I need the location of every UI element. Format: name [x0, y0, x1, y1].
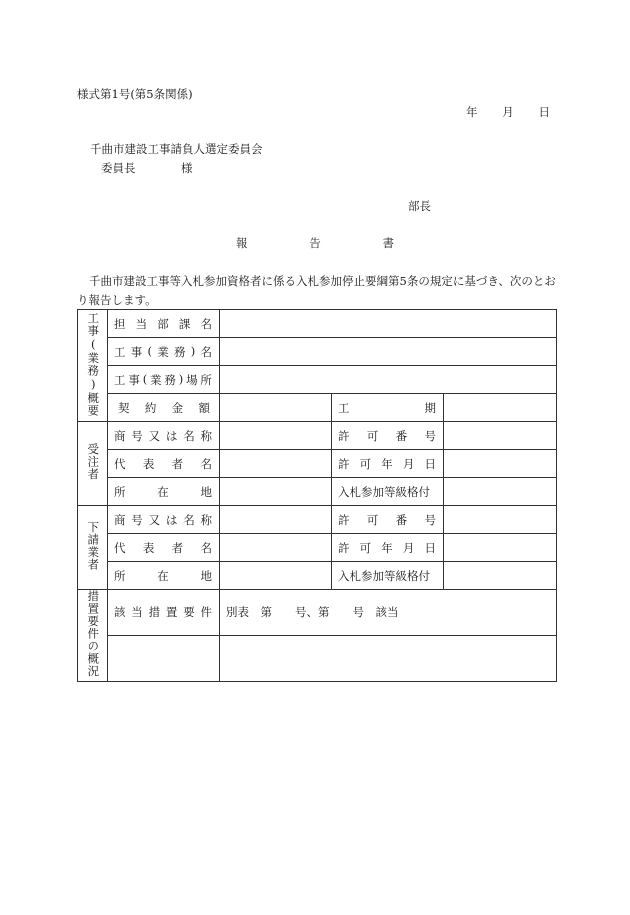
label-license-number: [332, 422, 444, 450]
label-char: 年: [381, 456, 393, 471]
body-text: 千曲市建設工事等入札参加資格者に係る入札参加停止要綱第5条の規定に基づき、次のとおり報告します。: [77, 274, 556, 307]
label-contract-amount: [108, 394, 220, 422]
label-char: (: [147, 343, 152, 358]
label-license-date: [332, 450, 444, 478]
label-char: (: [142, 371, 148, 386]
label-char: 可: [366, 512, 379, 527]
label-char: 又: [148, 428, 161, 443]
addressee-honorific: 様: [181, 161, 193, 175]
addressee-chair: 委員長: [101, 161, 136, 175]
label-char: 名: [200, 540, 212, 555]
label-char: 業: [150, 372, 162, 387]
label-char: 課: [178, 316, 191, 331]
group-subcontractor: [78, 506, 108, 590]
label-char: 名: [200, 344, 212, 359]
label-char: 番: [395, 512, 408, 527]
label-char: 可: [359, 540, 372, 555]
label-char: 所: [114, 568, 126, 583]
label-char: 工: [114, 372, 126, 387]
label-char: ): [178, 371, 184, 386]
value-prime-license-date[interactable]: [444, 450, 557, 478]
label-char: 表: [142, 540, 155, 555]
label-char: 該: [114, 605, 126, 620]
label-char: 称: [200, 512, 212, 527]
label-char: 地: [200, 484, 212, 499]
date-year: 年: [466, 105, 478, 119]
label-license-date: [332, 534, 444, 562]
label-char: 要: [183, 605, 195, 620]
label-char: 代: [114, 540, 126, 555]
label-char: 工: [114, 344, 126, 359]
title-char-3: 書: [382, 236, 394, 250]
label-char: 日: [424, 540, 436, 555]
label-representative: [108, 534, 220, 562]
label-char: 部: [157, 316, 169, 331]
value-measure-left[interactable]: [108, 635, 220, 681]
label-char: 商: [114, 428, 126, 443]
label-char: 当: [131, 605, 143, 620]
label-char: 所: [114, 484, 126, 499]
group-label: 措置要件の概況: [86, 590, 101, 678]
label-char: 許: [338, 428, 350, 443]
label-char: は: [165, 512, 178, 527]
label-char: 措: [148, 605, 161, 620]
label-work-name: [108, 338, 220, 366]
group-label: 下請業者: [86, 521, 101, 571]
label-char: 金: [171, 400, 184, 415]
group-prime-contractor: [78, 422, 108, 506]
table-row: [78, 338, 557, 366]
value-sub-trade-name[interactable]: [220, 506, 332, 534]
label-char: 年: [381, 540, 393, 555]
label-char: 可: [366, 428, 379, 443]
label-char: 許: [338, 540, 350, 555]
label-char: ): [190, 343, 196, 358]
label-char: 番: [395, 428, 408, 443]
label-work-place: [108, 366, 220, 394]
label-char: 代: [114, 456, 126, 471]
value-sub-license-number[interactable]: [444, 506, 557, 534]
table-row: [78, 366, 557, 394]
report-table: [77, 309, 557, 682]
label-char: 場: [186, 372, 198, 387]
table-row: [78, 450, 557, 478]
label-applicable-measure: [108, 590, 220, 636]
label-char: 号: [131, 512, 143, 527]
value-prime-bid-grade[interactable]: [444, 478, 557, 506]
label-char: 在: [157, 484, 169, 499]
group-label: 工事(業務)概要: [86, 311, 101, 417]
label-char: 表: [142, 456, 155, 471]
date-month: 月: [502, 105, 514, 119]
label-char: 置: [165, 605, 178, 620]
value-sub-address[interactable]: [220, 562, 332, 590]
title-char-1: 報: [236, 236, 248, 250]
value-prime-representative[interactable]: [220, 450, 332, 478]
value-sub-license-date[interactable]: [444, 534, 557, 562]
label-representative: [108, 450, 220, 478]
value-dept-name[interactable]: [220, 310, 557, 338]
label-bid-grade: 入札参加等級格付: [332, 562, 444, 590]
table-row: [78, 478, 557, 506]
value-prime-trade-name[interactable]: [220, 422, 332, 450]
label-dept-name: [108, 310, 220, 338]
label-work-period: [332, 394, 444, 422]
label-char: 称: [200, 428, 212, 443]
label-char: 担: [114, 316, 126, 331]
label-char: 許: [338, 456, 350, 471]
table-row: [78, 310, 557, 338]
label-char: 地: [200, 568, 212, 583]
label-char: 務: [164, 372, 176, 387]
value-work-name[interactable]: [220, 338, 557, 366]
label-char: 工: [338, 400, 350, 415]
group-measure-summary: [78, 590, 108, 682]
document-title: [236, 235, 394, 251]
label-char: 商: [114, 512, 126, 527]
table-row: [78, 635, 557, 681]
label-char: 業: [157, 344, 169, 359]
label-char: 者: [171, 456, 184, 471]
body-paragraph: [77, 272, 557, 310]
date-line: [466, 104, 550, 120]
label-char: 約: [144, 400, 157, 415]
label-char: 契: [118, 400, 130, 415]
label-char: 名: [183, 512, 195, 527]
value-contract-amount[interactable]: [220, 394, 332, 422]
label-char: は: [165, 428, 178, 443]
label-char: 名: [183, 428, 195, 443]
value-prime-license-number[interactable]: [444, 422, 557, 450]
addressee-committee: 千曲市建設工事請負人選定委員会: [90, 142, 263, 156]
sender-title: 部長: [408, 199, 431, 213]
label-char: 可: [359, 456, 372, 471]
label-license-number: [332, 506, 444, 534]
label-char: 号: [424, 512, 436, 527]
label-char: 件: [200, 605, 212, 620]
label-char: 月: [402, 456, 415, 471]
label-char: 所: [200, 372, 212, 387]
label-char: 者: [171, 540, 184, 555]
value-applicable-measure[interactable]: 別表 第 号、第 号 該当: [220, 590, 557, 636]
label-char: 務: [174, 344, 186, 359]
label-char: 額: [198, 400, 210, 415]
label-char: 事: [130, 344, 143, 359]
label-char: 号: [424, 428, 436, 443]
label-char: 日: [424, 456, 436, 471]
value-work-period[interactable]: [444, 394, 557, 422]
group-label: 受注者: [86, 443, 101, 481]
table-row: [78, 422, 557, 450]
value-sub-representative[interactable]: [220, 534, 332, 562]
value-prime-address[interactable]: [220, 478, 332, 506]
label-bid-grade: 入札参加等級格付: [332, 478, 444, 506]
label-char: 事: [128, 372, 140, 387]
table-row: [78, 506, 557, 534]
title-char-2: 告: [309, 236, 321, 250]
label-char: 期: [424, 400, 436, 415]
value-measure-detail[interactable]: [220, 635, 557, 681]
label-trade-name: [108, 422, 220, 450]
label-char: 在: [157, 568, 169, 583]
label-char: 月: [402, 540, 415, 555]
table-row: [78, 562, 557, 590]
value-work-place[interactable]: [220, 366, 557, 394]
date-day: 日: [538, 105, 550, 119]
label-char: 又: [148, 512, 161, 527]
label-char: 当: [135, 316, 148, 331]
table-row: [78, 534, 557, 562]
label-address: [108, 562, 220, 590]
table-row: [78, 394, 557, 422]
value-sub-bid-grade[interactable]: [444, 562, 557, 590]
label-char: 名: [200, 316, 212, 331]
label-address: [108, 478, 220, 506]
label-trade-name: [108, 506, 220, 534]
label-char: 名: [200, 456, 212, 471]
label-char: 号: [131, 428, 143, 443]
table-row: [78, 590, 557, 636]
form-number: 様式第1号(第5条関係): [77, 87, 193, 101]
group-work-summary: [78, 310, 108, 422]
label-char: 許: [338, 512, 350, 527]
